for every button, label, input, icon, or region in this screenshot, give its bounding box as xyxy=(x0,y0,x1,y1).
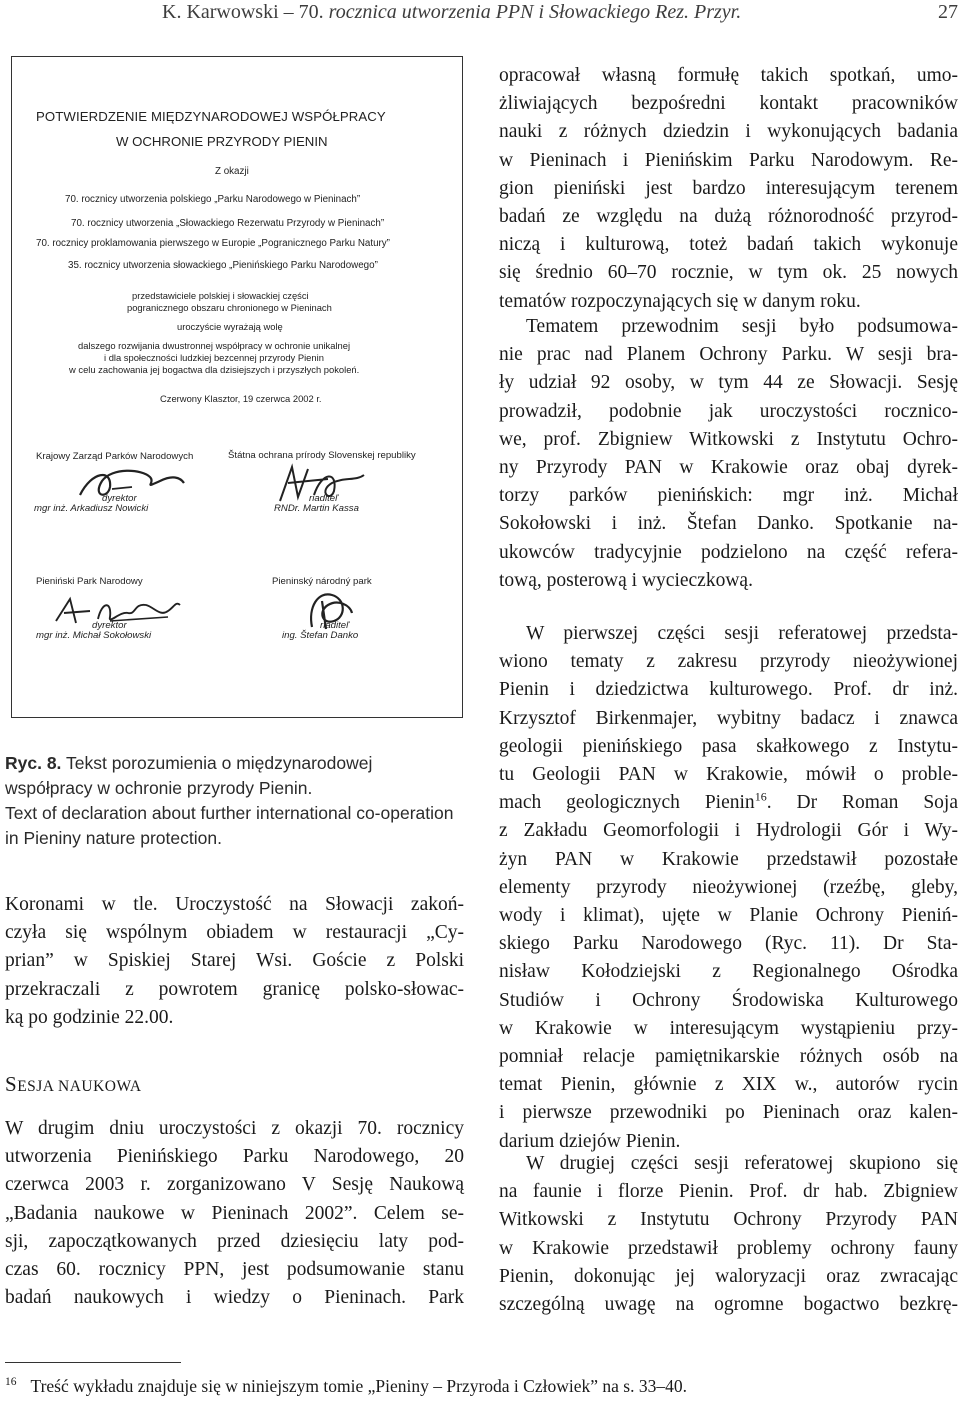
text-line: tową, posterową i wycieczkową. xyxy=(499,569,753,591)
text-line: W pierwszej części sesji referatowej przedsta- xyxy=(526,623,958,644)
text-line: żyn PAN w Krakowie przedstawił pozostałe xyxy=(499,848,958,870)
text-line: nisław Kołodziejski z Regionalnego Ośrodka xyxy=(499,961,958,983)
text-line: opracował własną formułę takich spotkań, umo- xyxy=(499,65,958,86)
right-column-para1 xyxy=(499,62,958,316)
doc-anniversary-2: 70. rocznicy utworzenia „Słowackiego Rezerwatu Przyrody w Pieninach” xyxy=(71,218,385,229)
text-line: się średnio 60–70 rocznie, w tym ok. 25 nowych xyxy=(499,262,958,284)
doc-title-line2: W OCHRONIE PRZYRODY PIENIN xyxy=(116,134,328,149)
text-line: w Krakowie przedstawił problemy ochrony fauny xyxy=(499,1237,958,1259)
doc-representatives-1: przedstawiciele polskiej i słowackiej części xyxy=(132,290,309,301)
section-title-part1: ESJA xyxy=(17,1078,59,1095)
text-line: W drugiej części sesji referatowej skupiono się xyxy=(526,1153,958,1174)
text-line: nauki z różnych dziedzin i wykonujących badania xyxy=(499,121,958,143)
text-line: przekraczali z powrotem granicę polsko-słowac- xyxy=(5,978,464,1000)
text-line: czyła się wspólnym obiadem w restauracji „Cy- xyxy=(5,922,464,944)
right-column-para3 xyxy=(499,620,958,1156)
signatory-1-org: Krajowy Zarząd Parków Narodowych xyxy=(36,451,194,462)
text-line: żliwiających bezpośredni kontakt pracowników xyxy=(499,93,958,115)
signatory-3-name: mgr inż. Michał Sokołowski xyxy=(36,630,152,641)
text-line: Tematem przewodnim sesji było podsumowa- xyxy=(526,316,958,337)
text-line: badań ze względu na dużą różnorodność przyrod- xyxy=(499,206,958,228)
section-title-initial: S xyxy=(5,1072,18,1096)
running-head xyxy=(0,1,960,27)
running-title xyxy=(162,1,741,24)
text-fragment: mach geologicznych Pienin xyxy=(499,792,755,814)
text-line: i pierwsze przewodniki po Pieninach oraz kalen- xyxy=(499,1102,958,1124)
text-line: Witkowski z Instytutu Ochrony Przyrody PAN xyxy=(499,1209,958,1231)
text-line: z Zakładu Geomorfologii i Hydrologii Gór i Wy- xyxy=(499,820,958,842)
figure-declaration-scan xyxy=(11,56,463,718)
text-line: w Pieninach i Pienińskim Parku Narodowym. Re- xyxy=(499,149,958,171)
text-line: elementy przyrody nieożywionej (rzeźbę, gleby, xyxy=(499,876,958,898)
page-number: 27 xyxy=(938,1,958,23)
text-line: czerwca 2003 r. zorganizowano V Sesję Naukową xyxy=(5,1174,464,1196)
right-column-para2 xyxy=(499,313,958,595)
text-line: Pienin, dokonując jej waloryzacji oraz zwracając xyxy=(499,1265,958,1287)
caption-text-pl: Tekst porozumienia o międzynarodowej współpracy w ochronie przyrody Pienin. xyxy=(5,753,373,798)
signatory-1-role: dyrektor xyxy=(102,493,137,504)
text-line: wiono tematy z zakresu przyrody nieożywionej xyxy=(499,651,958,673)
signature-1 xyxy=(72,461,202,505)
footnote-ref[interactable]: 16 xyxy=(754,789,767,804)
text-line: tu Geologii PAN w Krakowie, mówił o proble- xyxy=(499,764,958,786)
signatory-2-role: riaditeľ xyxy=(309,493,338,504)
doc-anniversary-4: 35. rocznicy utworzenia słowackiego „Pienińskiego Parku Narodowego” xyxy=(68,260,378,271)
doc-title-line1: POTWIERDZENIE MIĘDZYNARODOWEJ WSPÓŁPRACY xyxy=(36,109,386,124)
left-column-para2 xyxy=(5,1115,464,1312)
text-line: Sokołowski i inż. Štefan Danko. Spotkanie na- xyxy=(499,513,958,535)
signatory-4-name: ing. Štefan Danko xyxy=(282,630,359,641)
text-line: Pienin i dziedzictwa kulturowego. Prof. dr inż. xyxy=(499,679,958,701)
signatory-4-role: riaditeľ xyxy=(320,620,349,631)
text-line: torzy parków pienińskich: mgr inż. Michał xyxy=(499,485,958,507)
section-title-part2: NAUKOWA xyxy=(58,1078,142,1095)
text-line: ką po godzinie 22.00. xyxy=(5,1006,174,1028)
caption-pl xyxy=(5,751,464,801)
text-line: we, prof. Zbigniew Witkowski z Instytutu Ochro- xyxy=(499,428,958,450)
text-line-with-footnote xyxy=(499,789,958,817)
text-line: prian” w Spiskiej Starej Wsi. Goście z Polski xyxy=(5,950,464,972)
doc-purpose-2: i dla społeczności ludzkiej bezcennej przyrody Pienin xyxy=(104,352,324,363)
text-line: ny Przyrody PAN w Krakowie oraz obaj dyrek- xyxy=(499,457,958,479)
text-line: Studiów i Ochrony Środowiska Kulturowego xyxy=(499,989,958,1011)
text-line: temat Pienin, głównie z XIX w., autorów rycin xyxy=(499,1074,958,1096)
signatory-3-org: Pieniński Park Narodowy xyxy=(36,576,143,587)
footnote-rule xyxy=(5,1362,181,1363)
footnote xyxy=(5,1376,687,1397)
signatory-2-name: RNDr. Martin Kassa xyxy=(274,503,359,514)
doc-anniversary-3: 70. rocznicy proklamowania pierwszego w Europie „Pogranicznego Parku Natury” xyxy=(36,238,390,249)
text-line: wody i klimat), ujęte w Planie Ochrony Pieniń- xyxy=(499,905,958,927)
text-line: niczą i kulturową, toteż badań takich wykonuje xyxy=(499,234,958,256)
text-line: na faunie i florze Pienin. Prof. dr hab. Zbigniew xyxy=(499,1181,958,1203)
text-line: pomniał relacje pamiętnikarskie różnych osób na xyxy=(499,1046,958,1068)
text-line: w Krakowie w interesującym wystąpieniu przy- xyxy=(499,1017,958,1039)
text-line: nie prac nad Planem Ochrony Parku. W sesji bra- xyxy=(499,344,958,366)
text-line: Koronami w tle. Uroczystość na Słowacji zakoń- xyxy=(5,894,464,915)
doc-place-date: Czerwony Klasztor, 19 czerwca 2002 r. xyxy=(160,393,322,404)
text-line: badań naukowych i wiedzy o Pieninach. Park xyxy=(5,1287,464,1309)
right-column-para4 xyxy=(499,1150,958,1319)
doc-representatives-2: pogranicznego obszaru chronionego w Pieninach xyxy=(127,302,332,313)
running-title-author: K. Karwowski – 70. xyxy=(162,1,329,23)
doc-anniversary-1: 70. rocznicy utworzenia polskiego „Parku Narodowego w Pieninach” xyxy=(65,194,361,205)
signatory-4-org: Pieninský národný park xyxy=(272,576,372,587)
figure-caption xyxy=(5,751,464,851)
text-line: sji, zapoczątkowanych przed dziesięciu laty pod- xyxy=(5,1230,464,1252)
left-column-para1 xyxy=(5,891,464,1032)
text-line: skiego Parku Narodowego (Ryc. 11). Dr Sta- xyxy=(499,933,958,955)
text-line: prowadził, podobnie jak uroczystości rocznico- xyxy=(499,400,958,422)
text-line: Krzysztof Birkenmajer, wybitny badacz i znawca xyxy=(499,707,958,729)
text-line: ukowców tradycyjnie podzielono na część refera- xyxy=(499,541,958,563)
text-line: ły udział 92 osoby, w tym 44 ze Słowacji. Sesję xyxy=(499,372,958,394)
text-line: tematów rozpoczynających się w danym roku. xyxy=(499,290,861,312)
signatory-2-org: Štátna ochrana prírody Slovenskej republiky xyxy=(228,450,416,461)
text-line: „Badania naukowe w Pieninach 2002”. Celem se- xyxy=(5,1202,464,1224)
running-title-italic: rocznica utworzenia PPN i Słowackiego Rez. Przyr. xyxy=(328,1,742,23)
doc-purpose-3: w celu zachowania jej bogactwa dla dzisiejszych i przyszłych pokoleń. xyxy=(69,364,360,375)
signatory-3-role: dyrektor xyxy=(92,620,127,631)
section-title-sesja-naukowa xyxy=(5,1072,142,1097)
footnote-number: 16 xyxy=(5,1376,17,1389)
text-line: darium dziejów Pienin. xyxy=(499,1130,681,1152)
signatory-1-name: mgr inż. Arkadiusz Nowicki xyxy=(34,503,149,514)
text-line: szczególną uwagę na ogromne bogactwo bezkrę- xyxy=(499,1294,958,1316)
footnote-text: Treść wykładu znajduje się w niniejszym tomie „Pieniny – Przyroda i Człowiek” na s. 33–40. xyxy=(30,1376,687,1396)
caption-label: Ryc. 8. xyxy=(5,753,62,773)
text-line: geologii pienińskiego pasa skałkowego z Instytu- xyxy=(499,735,958,757)
doc-purpose-1: dalszego rozwijania dwustronnej współpracy w ochronie unikalnej xyxy=(78,340,351,351)
caption-en: Text of declaration about further international co-operation in Pieniny nature protection. xyxy=(5,803,454,848)
text-line: utworzenia Pienińskiego Parku Narodowego, 20 xyxy=(5,1146,464,1168)
text-fragment: . Dr Roman Soja xyxy=(766,792,958,814)
doc-solemn: uroczyście wyrażają wolę xyxy=(177,321,283,332)
text-line: W drugim dniu uroczystości z okazji 70. rocznicy xyxy=(5,1118,464,1139)
doc-occasion: Z okazji xyxy=(215,166,249,177)
text-line: czas 60. rocznicy PPN, jest podsumowanie stanu xyxy=(5,1259,464,1281)
text-line: gion pieniński jest bardzo interesującym terenem xyxy=(499,177,958,199)
